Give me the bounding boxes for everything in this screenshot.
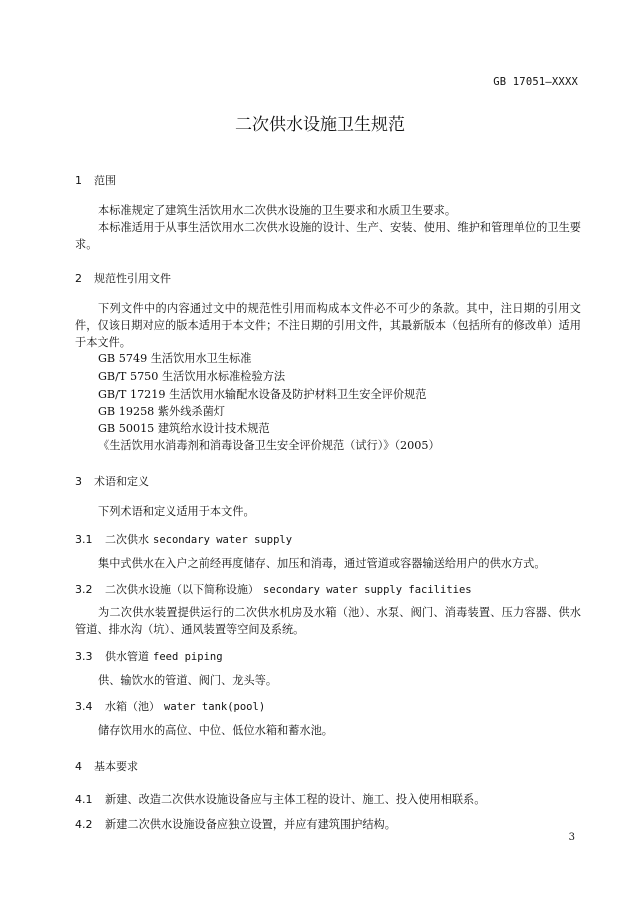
term-zh: 二次供水设施（以下简称设施） (105, 583, 259, 596)
term-definition: 储存饮用水的高位、中位、低位水箱和蓄水池。 (98, 724, 333, 737)
reference-item: GB 5749 生活饮用水卫生标准 (98, 352, 252, 365)
term-number: 3.2 (75, 583, 93, 596)
term-number: 3.3 (75, 650, 93, 663)
clause-number: 4.1 (75, 793, 93, 806)
section-title: 规范性引用文件 (94, 272, 171, 285)
term-definition: 供、输饮水的管道、阀门、龙头等。 (98, 674, 278, 687)
paragraph: 本标准规定了建筑生活饮用水二次供水设施的卫生要求和水质卫生要求。 (98, 204, 457, 217)
standard-code: GB 17051—XXXX (493, 76, 578, 88)
section-heading-basic-requirements (75, 758, 138, 774)
section-number: 1 (75, 174, 82, 187)
term-definition: 集中式供水在入户之前经再度储存、加压和消毒，通过管道或容器输送给用户的供水方式。 (98, 557, 546, 570)
term-heading (75, 698, 265, 714)
paragraph: 本标准适用于从事生活饮用水二次供水设施的设计、生产、安装、使用、维护和管理单位的卫生要求。 (75, 221, 581, 251)
reference-item: GB/T 17219 生活饮用水输配水设备及防护材料卫生安全评价规范 (98, 388, 427, 401)
section-title: 术语和定义 (94, 475, 149, 488)
term-heading (75, 581, 472, 597)
term-en: secondary water supply (153, 534, 293, 546)
reference-item: GB 19258 紫外线杀菌灯 (98, 405, 225, 418)
term-en: feed piping (153, 651, 223, 663)
clause-text: 新建二次供水设施设备应独立设置，并应有建筑围护结构。 (105, 818, 396, 831)
section-heading-references (75, 270, 171, 286)
paragraph: 下列术语和定义适用于本文件。 (98, 505, 255, 518)
clause-text: 新建、改造二次供水设施设备应与主体工程的设计、施工、投入使用相联系。 (105, 793, 486, 806)
section-number: 2 (75, 272, 82, 285)
term-number: 3.4 (75, 700, 93, 713)
term-heading (75, 648, 223, 664)
reference-item: GB/T 5750 生活饮用水标准检验方法 (98, 370, 286, 383)
term-en: water tank(pool) (164, 701, 266, 713)
section-number: 3 (75, 475, 82, 488)
term-definition: 为二次供水装置提供运行的二次供水机房及水箱（池）、水泵、阀门、消毒装置、压力容器、供水管道、排水沟（坑）、通风装置等空间及系统。 (75, 606, 581, 636)
section-title: 范围 (94, 174, 116, 187)
section-title: 基本要求 (94, 760, 138, 773)
term-zh: 二次供水 (105, 533, 149, 546)
clause (75, 816, 396, 832)
term-zh: 水箱（池） (105, 700, 160, 713)
section-heading-scope (75, 172, 116, 188)
reference-item: GB 50015 建筑给水设计技术规范 (98, 422, 270, 435)
section-heading-terms (75, 473, 149, 489)
term-heading (75, 531, 292, 547)
term-zh: 供水管道 (105, 650, 149, 663)
document-title: 二次供水设施卫生规范 (235, 115, 405, 135)
clause (75, 791, 485, 807)
term-number: 3.1 (75, 533, 93, 546)
clause-number: 4.2 (75, 818, 93, 831)
page-number: 3 (568, 832, 575, 843)
term-en: secondary water supply facilities (263, 584, 472, 596)
paragraph: 下列文件中的内容通过文中的规范性引用而构成本文件必不可少的条款。其中，注日期的引用文件，仅该日期对应的版本适用于本文件；不注日期的引用文件，其最新版本（包括所有的修改单）适用于本文件。 (75, 302, 581, 349)
reference-item: 《生活饮用水消毒剂和消毒设备卫生安全评价规范（试行）》（2005） (98, 439, 440, 452)
section-number: 4 (75, 760, 82, 773)
